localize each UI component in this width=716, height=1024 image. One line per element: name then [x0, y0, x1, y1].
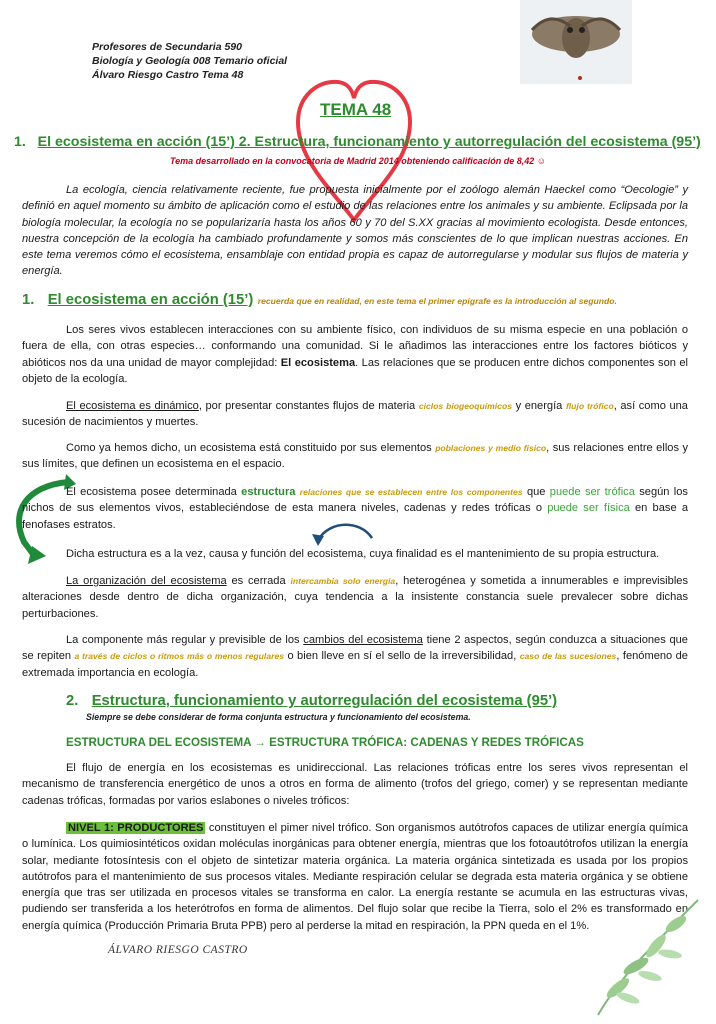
paragraph-text: o bien lleve en sí el sello de la irreversibilidad, — [287, 650, 517, 663]
paragraph-text: . Las relaciones que se producen entre dichos componentes son el objeto de la ecología. — [22, 356, 689, 385]
header-line-2: Biología y Geología 008 Temario oficial — [92, 55, 288, 67]
underlined-term: cambios del ecosistema — [303, 634, 423, 646]
paragraph-text: es cerrada — [231, 575, 286, 587]
paragraph-text: que — [526, 486, 546, 498]
note-trophic-flow: flujo trófico — [565, 401, 614, 411]
paragraph-text: , heterogénea y sometida a innumerables e imprevisibles alteraciones desde dentro de dicha organización, cuya tendencia a la insistente constancia suele prevalecer sobre dichas perturbaciones. — [22, 575, 689, 620]
curved-arrow-small-icon — [310, 518, 380, 548]
paragraph-cause-function: Dicha estructura es a la vez, causa y función del ecosistema, cuya finalidad es el mantenimiento de su propia estructura. — [66, 548, 660, 560]
paragraph-dynamic — [22, 398, 688, 431]
exam-note: Tema desarrollado en la convocatoria de Madrid 2014 obteniendo calificación de 8,42 ☺ — [170, 156, 546, 166]
section-2-heading — [66, 692, 557, 710]
paragraph-text: y energía — [515, 400, 563, 412]
section-1-heading — [22, 291, 617, 309]
note-energy: intercambia solo energía — [290, 576, 396, 586]
header-line-3: Álvaro Riesgo Castro Tema 48 — [92, 69, 244, 81]
underlined-term: El ecosistema es dinámico — [66, 400, 199, 412]
paragraph-text: según los nichos de sus elementos vivos, estableciéndose de esta manera niveles, cadenas y redes tróficas o — [22, 486, 688, 515]
section-2-title: Estructura, funcionamiento y autorregulación del ecosistema (95’) — [91, 693, 558, 709]
note-biogeochemical: ciclos biogeoquímicos — [418, 401, 512, 411]
section-1-title: El ecosistema en acción (15’) — [47, 292, 254, 308]
intro-paragraph: La ecología, ciencia relativamente reciente, fue propuesta inicialmente por el zoólogo alemán Haeckel como “Oecologie” y definió en aquel momento su ámbito de aplicación como el estudio de las relaciones entre los animales y su ambiente. Eclipsada por la biología molecular, la ecología no se popularizaría hasta los años 60 y 70 del S.XX gracias al movimiento ecologista. Desde entonces, nuestra concepción de la ecología ha cambiado profundamente y somos más conscientes de lo que implican nuestras acciones. En este tema veremos cómo el ecosistema, ensamblaje con entidad propia es capaz de autorregularse y modular sus flujos de materia y energía. — [22, 184, 688, 278]
main-title-number: 1. — [14, 134, 26, 150]
note-relations: relaciones que se establecen entre los componentes — [299, 487, 523, 497]
main-title-text: El ecosistema en acción (15’) 2. Estructura, funcionamiento y autorregulación del ecosistema (95’) — [37, 134, 701, 150]
paragraph-elements — [22, 440, 688, 473]
topic-number: TEMA 48 — [320, 100, 392, 119]
paragraph-text: La componente más regular y previsible de los — [66, 634, 300, 646]
paragraph-text: , por presentar constantes flujos de materia — [198, 400, 416, 412]
paragraph-text: El ecosistema posee determinada — [66, 486, 237, 498]
paragraph-text: constituyen el pimer nivel trófico. Son organismos autótrofos capaces de utilizar energía química o lumínica. Los quimiosintéticos oxidan moléculas inorgánicas para obtener energía, mientras que los fotoautótrofos utilizan la energía solar, mediante fotosíntesis con el objeto de sintetizar materia orgánica. La materia orgánica sintetizada es usada por los propios autótrofos para el mantenimiento de sus procesos vitales. Mediante respiración celular se degrada esta materia orgánica y se obtiene energía que tras ser utilizada en procesos vitales se transforma en calor. La energía restante se acumula en las estructuras vivas, pudiendo ser transferida a los heterótrofos en forma de alimentos. Del flujo solar que recibe la Tierra, solo el 2% es transformado en energía química (Producción Primaria Bruta PPB) pero al perderse la mitad en respiración, la PPN queda en el 1%. — [22, 822, 688, 932]
section-1-note: recuerda que en realidad, en este tema el primer epígrafe es la introducción al segundo. — [257, 296, 617, 306]
paragraph-text: , fenómeno de extremada importancia en ecología. — [22, 650, 688, 679]
paragraph-community — [22, 322, 688, 387]
level-1-label: NIVEL 1: PRODUCTORES — [68, 822, 204, 834]
ecosystem-term: El ecosistema — [280, 356, 356, 369]
main-title — [14, 134, 714, 150]
structure-term: estructura — [241, 486, 296, 498]
plant-leaf-icon — [578, 880, 708, 1020]
document-header — [92, 40, 287, 82]
trophic-term: puede ser trófica — [549, 486, 635, 498]
note-successions: caso de las sucesiones — [519, 651, 617, 662]
section-2-note: Siempre se debe considerar de forma conjunta estructura y funcionamiento del ecosistema. — [86, 712, 471, 722]
subheading-trophic: ESTRUCTURA DEL ECOSISTEMA → ESTRUCTURA TRÓFICA: CADENAS Y REDES TRÓFICAS — [66, 736, 584, 749]
header-line-1: Profesores de Secundaria 590 — [92, 41, 242, 53]
paragraph-energy-flow: El flujo de energía en los ecosistemas es unidireccional. Las relaciones tróficas entre los seres vivos representan el mecanismo de transferencia energético de unos a otros en forma de alimento (trofos del griego, comer) y se representan mediante cadenas tróficas, formadas por varios eslabones o niveles tróficos: — [22, 762, 688, 807]
paragraph-text: en base a fenofases estratos. — [22, 502, 688, 531]
section-1-number: 1. — [22, 292, 35, 308]
physical-term: puede ser física — [547, 502, 630, 515]
paragraph-text: tiene 2 aspectos, según conduzca a situaciones que se repiten — [22, 634, 688, 663]
section-2-number: 2. — [66, 693, 79, 709]
author-footer: ÁLVARO RIESGO CASTRO — [108, 944, 248, 956]
paragraph-text: , sus relaciones entre ellos y sus límites, que definen un ecosistema en el espacio. — [22, 442, 688, 471]
owl-photo-image — [520, 0, 632, 84]
underlined-term: La organización del ecosistema — [66, 575, 227, 587]
paragraph-organization — [22, 573, 688, 622]
note-populations: poblaciones y medio físico — [435, 443, 547, 453]
paragraph-text: Los seres vivos establecen interacciones con su ambiente físico, con individuos de su misma especie en una población o fuera de ella, con otras especies… conformando una comunidad. Si le añadimos las interacciones entre los factores bióticos y abióticos nos da una unidad de mayor complejidad: — [22, 324, 688, 369]
paragraph-text: , así como una sucesión de nacimientos y muertes. — [22, 400, 688, 429]
note-cycles: a través de ciclos o ritmos más o menos regulares — [74, 651, 285, 662]
paragraph-text: Como ya hemos dicho, un ecosistema está constituido por sus elementos — [66, 442, 432, 454]
paragraph-changes — [22, 632, 688, 681]
